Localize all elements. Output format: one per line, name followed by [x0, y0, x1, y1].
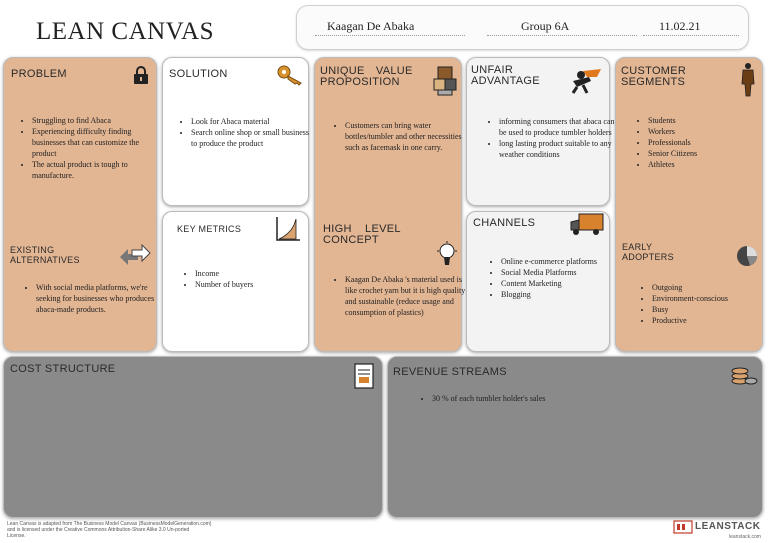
list-item: • long lasting product suitable to any weather conditions — [499, 138, 617, 160]
list-item: • With social media platforms, we're seeking for businesses who produces abaca-made products. — [36, 282, 164, 315]
truck-icon — [569, 212, 605, 238]
price-tag-icon — [353, 362, 377, 390]
arrows-icon — [118, 243, 152, 267]
unfair-list — [487, 116, 617, 160]
leanstack-logo — [673, 519, 763, 541]
growth-chart-icon — [273, 215, 301, 243]
list-item: • Online e-commerce platforms — [501, 256, 619, 267]
group-name: Group 6A — [521, 19, 570, 33]
leanstack-logo-icon — [673, 520, 693, 534]
list-item: • Busy — [652, 304, 768, 315]
adopters-list — [640, 282, 768, 326]
lock-icon — [132, 65, 150, 85]
gift-boxes-icon — [432, 65, 458, 97]
cost-heading: COST STRUCTURE — [10, 363, 116, 375]
solution-list — [179, 116, 316, 149]
name-underline — [315, 35, 465, 36]
revenue-streams-card — [387, 356, 763, 518]
list-item: • The actual product is tough to manufacture. — [32, 159, 164, 181]
existing-list — [24, 282, 164, 315]
coins-icon — [730, 363, 758, 387]
license-line-1: Lean Canvas is adapted from The Business Model Canvas (BusinessModelGeneration.com) — [7, 521, 212, 527]
list-item: • Productive — [652, 315, 768, 326]
list-item: • Professionals — [648, 137, 768, 148]
existing-heading-2: ALTERNATIVES — [10, 255, 80, 265]
adopters-heading-2: ADOPTERS — [622, 252, 674, 262]
key-metrics-list — [183, 268, 315, 290]
problem-heading: PROBLEM — [11, 68, 67, 80]
list-item: • Search online shop or small business to produce the product — [191, 127, 316, 149]
segments-list — [636, 115, 768, 170]
list-item: • Senior Citizens — [648, 148, 768, 159]
list-item: • Blogging — [501, 289, 619, 300]
concept-heading-1: HIGH LEVEL — [323, 223, 401, 235]
uvp-heading-1: UNIQUE VALUE — [320, 65, 413, 77]
key-metrics-heading: KEY METRICS — [177, 224, 242, 234]
uvp-list — [333, 120, 467, 153]
revenue-heading: REVENUE STREAMS — [393, 366, 507, 378]
channels-list — [489, 256, 619, 300]
list-item: • Number of buyers — [195, 279, 315, 290]
leanstack-logo-text: LEANSTACK — [695, 521, 761, 532]
list-item: • Look for Abaca material — [191, 116, 316, 127]
customer-segments-card — [615, 57, 763, 352]
list-item: • Athletes — [648, 159, 768, 170]
unfair-heading-2: ADVANTAGE — [471, 75, 540, 87]
list-item: • Customers can bring water bottles/tumbler and other necessities such as facemask in one carry. — [345, 120, 467, 153]
adopters-heading-1: EARLY — [622, 242, 653, 252]
uvp-card — [314, 57, 466, 352]
list-item: • Workers — [648, 126, 768, 137]
cost-structure-card — [3, 356, 383, 518]
group-underline — [487, 35, 637, 36]
list-item: • Struggling to find Abaca — [32, 115, 164, 126]
list-item: • Environment-conscious — [652, 293, 768, 304]
list-item: • 30 % of each tumbler holder's sales — [432, 393, 752, 404]
businessman-icon — [738, 62, 758, 98]
pie-chart-icon — [736, 245, 758, 267]
unfair-advantage-card — [466, 57, 615, 206]
solution-heading: SOLUTION — [169, 68, 228, 80]
license-line-2: and is licensed under the Creative Commons Attribution-Share Alike 3.0 Un-ported — [7, 527, 190, 533]
list-item: • Experiencing difficulty finding businesses that can customize the product — [32, 126, 164, 159]
problem-card — [3, 57, 157, 352]
date-value: 11.02.21 — [659, 19, 701, 33]
uvp-heading-2: PROPOSITION — [320, 76, 400, 88]
segments-heading-1: CUSTOMER — [621, 65, 687, 77]
solution-card — [162, 57, 309, 206]
team-name: Kaagan De Abaka — [327, 19, 415, 33]
channels-heading: CHANNELS — [473, 217, 536, 229]
list-item: • Income — [195, 268, 315, 279]
list-item: • Students — [648, 115, 768, 126]
lightbulb-icon — [436, 241, 458, 271]
concept-heading-2: CONCEPT — [323, 234, 379, 246]
list-item: • informing consumers that abaca can be used to produce tumbler holders — [499, 116, 617, 138]
date-underline — [643, 35, 739, 36]
concept-list — [333, 274, 469, 318]
segments-heading-2: SEGMENTS — [621, 76, 686, 88]
list-item: • Content Marketing — [501, 278, 619, 289]
superhero-icon — [569, 67, 603, 95]
list-item: • Social Media Platforms — [501, 267, 619, 278]
existing-heading-1: EXISTING — [10, 245, 55, 255]
leanstack-url: leanstack.com — [729, 534, 761, 540]
key-icon — [276, 64, 304, 86]
revenue-list — [420, 393, 752, 404]
header-info-box — [296, 5, 749, 50]
key-metrics-card — [162, 211, 309, 352]
problem-list — [20, 115, 164, 181]
license-notice — [7, 521, 307, 539]
channels-card — [466, 211, 610, 352]
page-title: LEAN CANVAS — [36, 18, 214, 45]
license-line-3: License. — [7, 533, 26, 539]
list-item: • Kaagan De Abaka 's material used is like crochet yarn but it is high quality and sustainable (reduce usage and consumption of plastics) — [345, 274, 469, 318]
unfair-heading-1: UNFAIR — [471, 64, 514, 76]
list-item: • Outgoing — [652, 282, 768, 293]
